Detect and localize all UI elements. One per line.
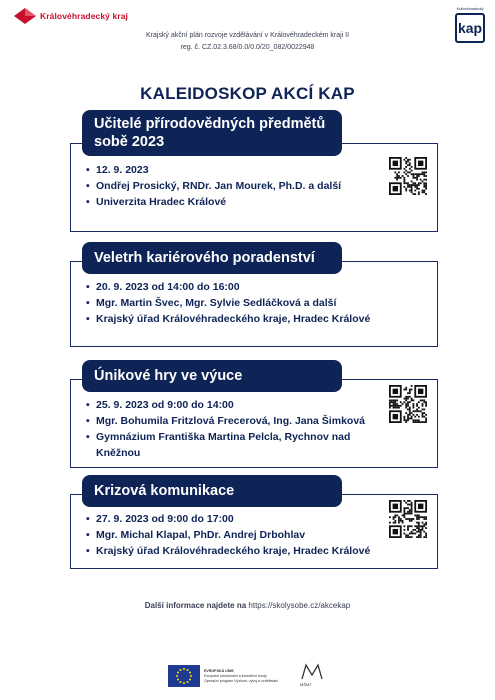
event-details-1: • 12. 9. 2023 • Ondřej Prosický, RNDr. Jan Mourek, Ph.D. a další • Univerzita Hradec Králové (86, 164, 342, 208)
event-details-4: • 27. 9. 2023 od 9:00 do 17:00 • Mgr. Michal Klapal, PhDr. Andrej Drbohlav • Krajský úřad Královéhradeckého kraje, Hradec Králové (86, 513, 371, 557)
qr-code-icon[interactable] (389, 385, 427, 423)
footer-link[interactable]: https://skolysobe.cz/akcekap (248, 601, 351, 610)
qr-code-icon[interactable] (389, 500, 427, 538)
eu-flag-icon (168, 665, 200, 687)
eu-line-1: EVROPSKÁ UNIE (204, 668, 234, 673)
kap-logo-box: kap (455, 13, 485, 43)
event-title-text: Veletrh kariérového poradenství (94, 250, 315, 266)
event-speakers: Mgr. Martin Švec, Mgr. Sylvie Sedláčková a další (96, 297, 337, 309)
event-speakers: Mgr. Bohumila Fritzlová Frecerová, Ing. Jana Šimková (96, 415, 365, 427)
event-title-1 (82, 110, 342, 156)
kap-logo-caption: Královéhradecký (456, 7, 484, 11)
event-title-4 (82, 475, 342, 507)
event-date: 12. 9. 2023 (96, 164, 149, 176)
event-title-text: Krizová komunikace (94, 483, 235, 499)
event-title-text: Únikové hry ve výuce (94, 368, 243, 384)
event-location: Krajský úřad Královéhradeckého kraje, Hradec Králové (96, 313, 371, 325)
page-title: KALEIDOSKOP AKCÍ KAP (140, 84, 355, 103)
kraj-logo (14, 8, 128, 24)
event-location: Gymnázium Františka Martina Pelcla, Rychnov nad Kněžnou (96, 431, 351, 459)
event-title-3 (82, 360, 342, 392)
eu-text (204, 669, 294, 684)
event-details-2: • 20. 9. 2023 od 14:00 do 16:00 • Mgr. Martin Švec, Mgr. Sylvie Sedláčková a další • Krajský úřad Královéhradeckého kraje, Hradec Králové (86, 281, 371, 325)
project-info (0, 30, 495, 54)
event-location: Krajský úřad Královéhradeckého kraje, Hradec Králové (96, 545, 371, 557)
msmt-logo-icon (300, 663, 324, 681)
event-location: Univerzita Hradec Králové (96, 196, 227, 208)
event-speakers: Mgr. Michal Klapal, PhDr. Andrej Drbohlav (96, 529, 306, 541)
event-title-text: Učitelé přírodovědných předmětů sobě 2023 (94, 116, 326, 150)
kap-logo (452, 7, 488, 43)
footer-label: Další informace najdete na (144, 601, 247, 610)
eu-line-2: Evropské strukturální a investiční fondy (204, 673, 267, 678)
event-date: 25. 9. 2023 od 9:00 do 14:00 (96, 399, 234, 411)
project-line-1: Krajský akční plán rozvoje vzdělávání v Královéhradeckém kraji II (145, 32, 350, 39)
event-speakers: Ondřej Prosický, RNDr. Jan Mourek, Ph.D. a další (96, 180, 342, 192)
footer-info (0, 601, 495, 610)
msmt-text: MŠMT (300, 682, 312, 687)
kraj-name: Královéhradecký kraj (40, 11, 128, 21)
event-date: 27. 9. 2023 od 9:00 do 17:00 (96, 513, 234, 525)
eu-line-3: Operační program Výzkum, vývoj a vzdělávání (204, 678, 279, 683)
msmt-logo (300, 663, 324, 687)
project-reg-number: reg. č. CZ.02.3.68/0.0/0.0/20_082/0022948 (180, 44, 315, 51)
kraj-logo-icon (14, 8, 36, 24)
eu-logo (168, 665, 294, 687)
qr-code-icon[interactable] (389, 157, 427, 195)
event-date: 20. 9. 2023 od 14:00 do 16:00 (96, 281, 240, 293)
eu-stars-icon (174, 666, 194, 686)
event-title-2 (82, 242, 342, 274)
event-details-3: • 25. 9. 2023 od 9:00 do 14:00 • Mgr. Bohumila Fritzlová Frecerová, Ing. Jana Šimková • Gymnázium Františka Martina Pelcla, Rychnov nad Kněžnou (86, 397, 391, 461)
